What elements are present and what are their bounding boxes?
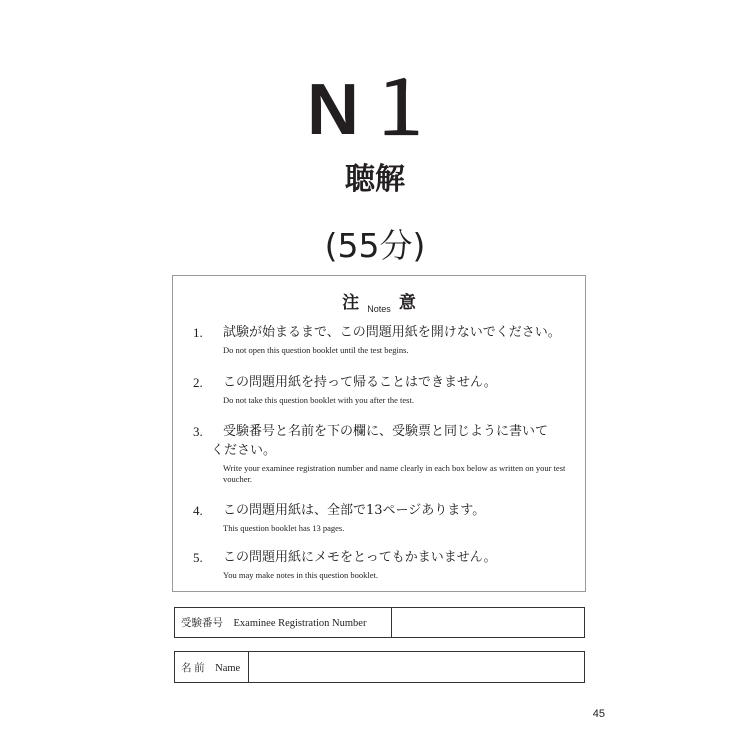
registration-number-field[interactable] [174,607,585,638]
notes-box [172,275,586,592]
note-number: 2. [193,375,203,390]
section-title: 聴解 [345,162,405,197]
note-text-jp: この問題用紙にメモをとってもかまいません。 [223,550,497,565]
registration-number-input[interactable] [392,608,584,637]
name-field[interactable] [174,651,585,683]
note-text-jp: この問題用紙は、全部で13ページあります。 [223,503,486,518]
note-text-en: Do not open this question booklet until the test begins. [223,345,409,355]
note-text-jp-continued: ください。 [211,443,277,458]
notes-heading-jp-left: 注 [342,293,360,313]
note-text-jp: この問題用紙を持って帰ることはできません。 [223,375,497,390]
note-number: 1. [193,325,203,340]
note-text-jp: 受験番号と名前を下の欄に、受験票と同じように書いて [223,424,549,439]
note-text-en: Do not take this question booklet with you after the test. [223,395,414,405]
note-text-en: Write your examinee registration number and name clearly in each box below as written on your test voucher. [223,463,566,484]
note-number: 5. [193,550,203,565]
note-number: 4. [193,503,203,518]
note-number: 3. [193,424,203,439]
page-number: 45 [592,708,605,720]
duration-label: (55分) [324,226,426,265]
name-label: 名 前 Name [175,652,249,682]
level-title: N１ [307,70,443,150]
note-text-jp: 試験が始まるまで、この問題用紙を開けないでください。 [223,325,561,340]
note-text-en: You may make notes in this question booklet. [223,570,378,580]
note-text-en: This question booklet has 13 pages. [223,523,345,533]
name-input[interactable] [249,652,584,682]
notes-heading-jp-right: 意 [398,293,416,313]
notes-heading [173,288,585,318]
registration-number-label: 受験番号 Examinee Registration Number [175,608,392,637]
notes-heading-en: Notes [367,304,391,314]
